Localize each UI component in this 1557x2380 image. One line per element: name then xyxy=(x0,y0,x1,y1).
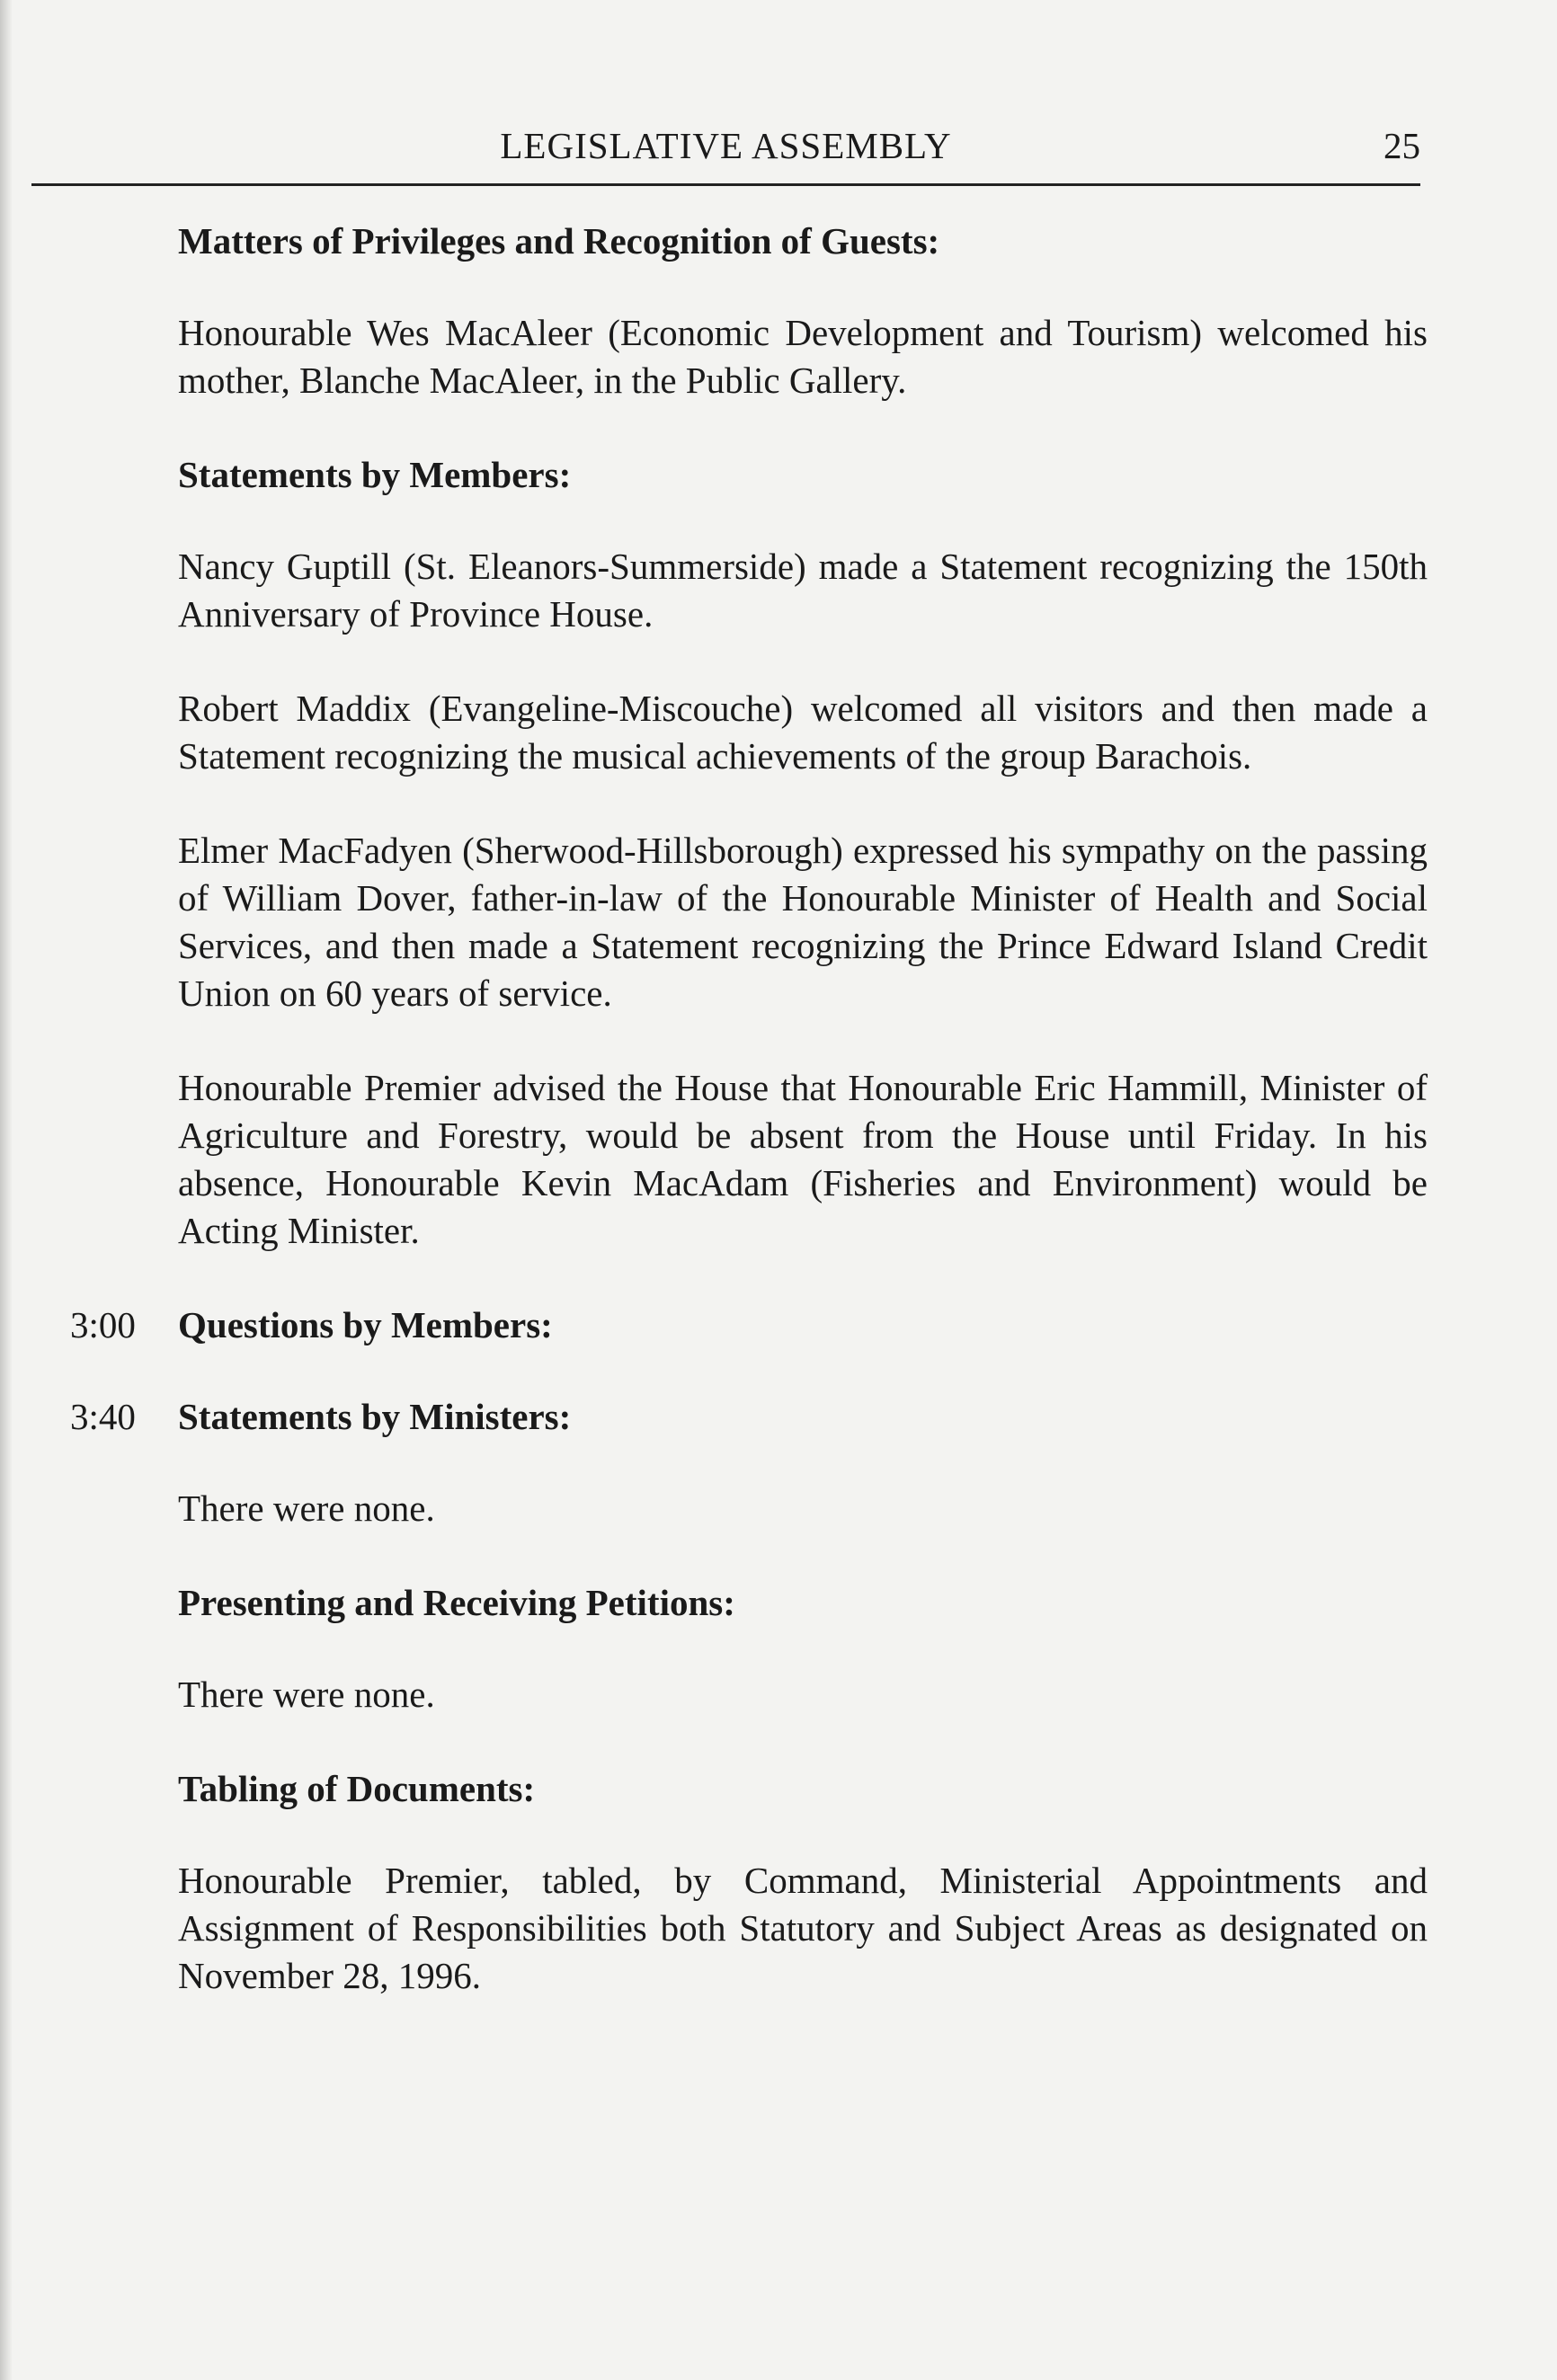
section-statements-by-ministers xyxy=(70,1393,1428,1440)
section-heading: Matters of Privileges and Recognition of Guests: xyxy=(178,220,940,262)
section-heading: Statements by Ministers: xyxy=(178,1396,572,1437)
section-tabling-documents xyxy=(178,1765,1428,1812)
section-privileges-guests xyxy=(178,218,1428,264)
section-petitions xyxy=(178,1579,1428,1626)
page-header xyxy=(31,124,1420,186)
paragraph: Honourable Premier advised the House that Honourable Eric Hammill, Minister of Agriculture and Forestry, would be absent from the House until Friday. In his absence, Honourable Kevin MacAdam (Fisheries and Environment) would be Acting Minister. xyxy=(178,1067,1428,1251)
page-number: 25 xyxy=(1384,125,1420,166)
paragraph: There were none. xyxy=(178,1674,435,1715)
paragraph: Honourable Premier, tabled, by Command, Ministerial Appointments and Assignment of Responsibilities both Statutory and Subject Areas as designated on November 28, 1996. xyxy=(178,1860,1428,1996)
paragraph: There were none. xyxy=(178,1488,435,1529)
section-heading: Questions by Members: xyxy=(178,1304,553,1345)
document-body xyxy=(70,218,1428,2000)
paragraph: Robert Maddix (Evangeline-Miscouche) welcomed all visitors and then made a Statement recognizing the musical achievements of the group Barachois. xyxy=(178,688,1428,777)
section-heading: Presenting and Receiving Petitions: xyxy=(178,1582,735,1623)
section-questions-by-members xyxy=(70,1301,1428,1348)
time-marker: 3:00 xyxy=(70,1304,136,1345)
paragraph: Elmer MacFadyen (Sherwood-Hillsborough) expressed his sympathy on the passing of William Dover, father-in-law of the Honourable Minister of Health and Social Services, and then made a Statement recognizing the Prince Edward Island Credit Union on 60 years of service. xyxy=(178,830,1428,1014)
section-statements-by-members xyxy=(178,451,1428,498)
paragraph: Nancy Guptill (St. Eleanors-Summerside) made a Statement recognizing the 150th Anniversary of Province House. xyxy=(178,546,1428,635)
section-heading: Statements by Members: xyxy=(178,454,572,495)
section-heading: Tabling of Documents: xyxy=(178,1768,536,1809)
header-title: LEGISLATIVE ASSEMBLY xyxy=(500,125,952,166)
page-edge-shadow xyxy=(0,0,13,2380)
time-marker: 3:40 xyxy=(70,1396,136,1437)
paragraph: Honourable Wes MacAleer (Economic Development and Tourism) welcomed his mother, Blanche MacAleer, in the Public Gallery. xyxy=(178,312,1428,401)
